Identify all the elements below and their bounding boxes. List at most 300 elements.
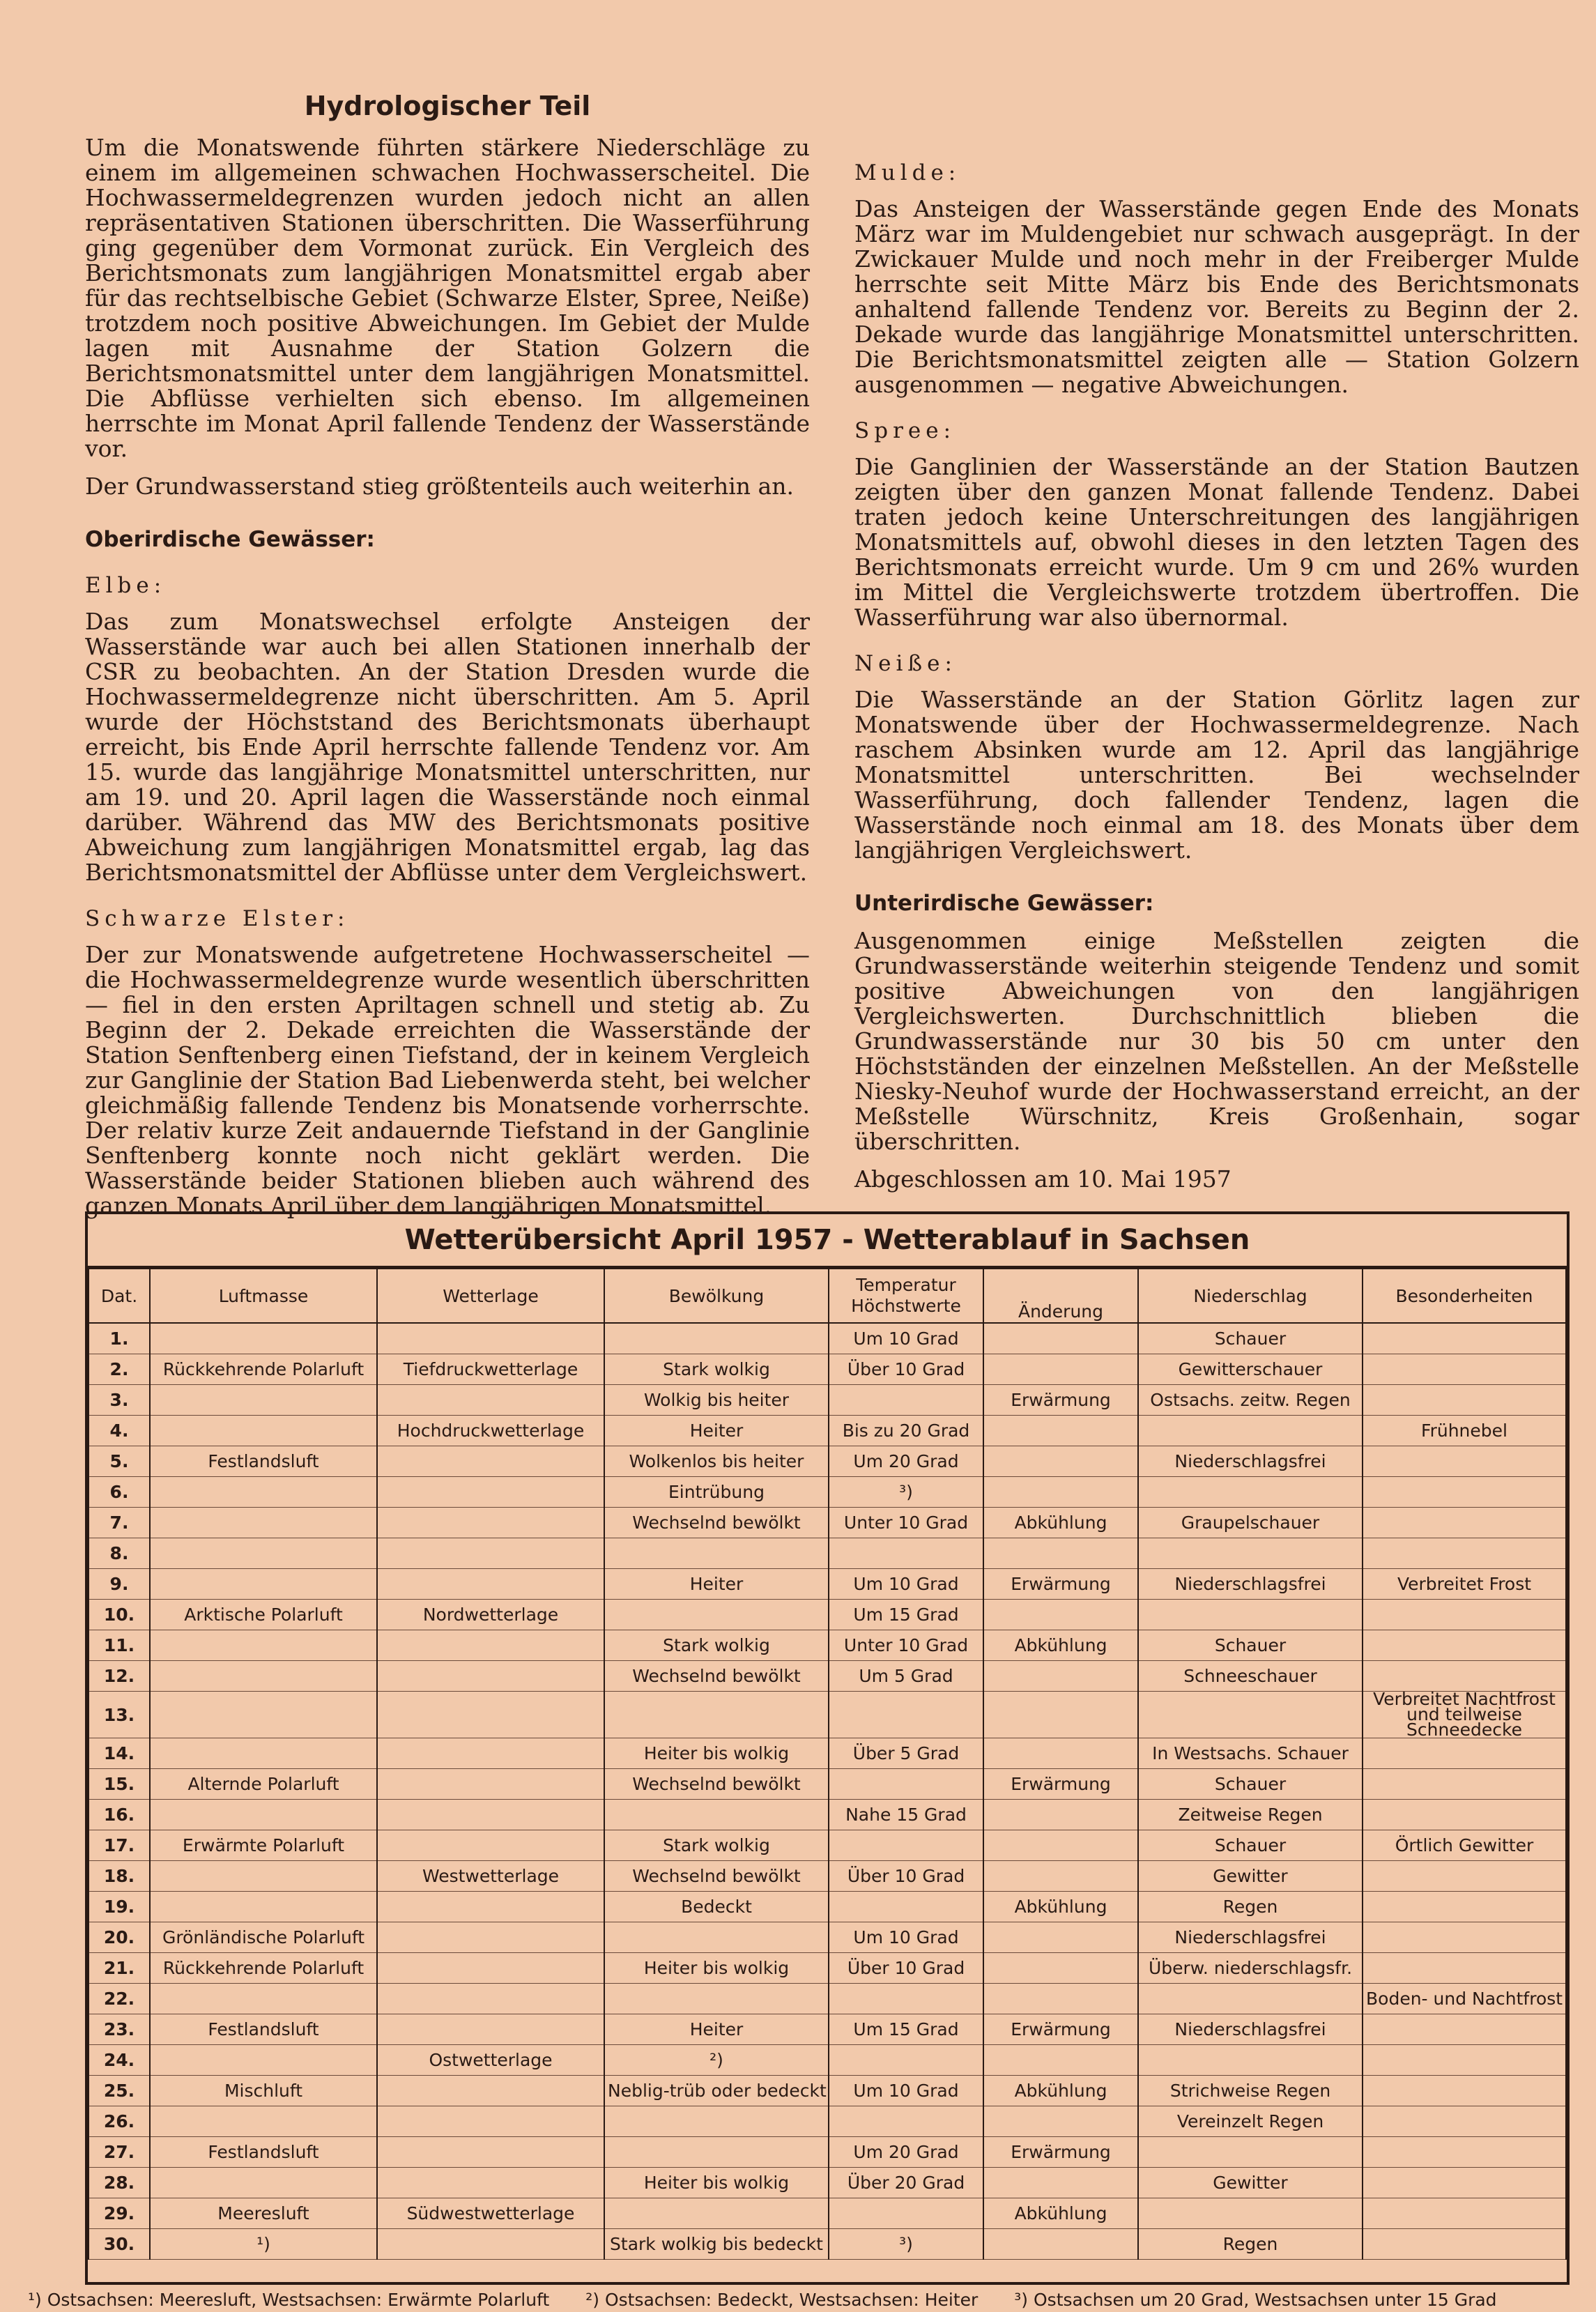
cell-hoechst: Über 10 Grad [829, 1953, 983, 1984]
cell-besonderheiten [1363, 1630, 1566, 1661]
article-title: Hydrologischer Teil [304, 91, 591, 121]
cell-dat: 11. [89, 1630, 150, 1661]
table-row [89, 1354, 1566, 1385]
cell-besonderheiten [1363, 1769, 1566, 1800]
cell-niederschlag [1138, 1477, 1363, 1508]
cell-luftmasse: Erwärmte Polarluft [150, 1830, 377, 1861]
cell-wetterlage [377, 1692, 604, 1738]
groundwater-summary: Der Grundwasserstand stieg größtenteils auch weiterhin an. [85, 473, 794, 500]
cell-wetterlage [377, 1385, 604, 1416]
cell-wetterlage [377, 1477, 604, 1508]
spree-text: Die Ganglinien der Wasserstände an der Station Bautzen zeigten über den ganzen Monat fallende Tendenz. Dabei traten jedoch keine Unterschreitungen des langjährigen Monatsmittels auf, obwohl dieses in den letzten Tagen des Berichtsmonats erreicht wurde. Um 9 cm und 26% wurden im Mittel die Vergleichswerte trotzdem übertroffen. Die Wasserführung war also übernormal. [854, 453, 1579, 631]
cell-hoechst [829, 1385, 983, 1416]
cell-aenderung: Erwärmung [983, 1569, 1138, 1600]
cell-niederschlag: Strichweise Regen [1138, 2076, 1363, 2106]
cell-aenderung [983, 1692, 1138, 1738]
cell-luftmasse [150, 1508, 377, 1538]
cell-niederschlag: Schneeschauer [1138, 1661, 1363, 1692]
cell-dat: 10. [89, 1600, 150, 1630]
cell-niederschlag: Graupelschauer [1138, 1508, 1363, 1538]
cell-besonderheiten [1363, 1600, 1566, 1630]
cell-luftmasse [150, 1538, 377, 1569]
cell-wetterlage [377, 1446, 604, 1477]
cell-luftmasse [150, 1385, 377, 1416]
cell-niederschlag: Schauer [1138, 1830, 1363, 1861]
cell-besonderheiten [1363, 1738, 1566, 1769]
cell-wetterlage [377, 1953, 604, 1984]
cell-aenderung: Abkühlung [983, 2198, 1138, 2229]
groundwater-heading: Unterirdische Gewässer: [854, 891, 1154, 916]
cell-wetterlage [377, 1569, 604, 1600]
weather-table [88, 1268, 1567, 2260]
cell-wetterlage [377, 1738, 604, 1769]
cell-niederschlag: Schauer [1138, 1323, 1363, 1354]
footnotes [28, 2290, 1582, 2310]
table-row [89, 1538, 1566, 1569]
cell-aenderung: Erwärmung [983, 2137, 1138, 2168]
cell-wetterlage [377, 2076, 604, 2106]
cell-wetterlage [377, 2137, 604, 2168]
cell-wetterlage: Südwestwetterlage [377, 2198, 604, 2229]
col-header-besonderheiten: Besonderheiten [1363, 1269, 1566, 1323]
closing-date: Abgeschlossen am 10. Mai 1957 [854, 1165, 1231, 1193]
cell-luftmasse: Festlandsluft [150, 2014, 377, 2045]
cell-hoechst: Nahe 15 Grad [829, 1800, 983, 1830]
table-row [89, 1600, 1566, 1630]
cell-dat: 12. [89, 1661, 150, 1692]
cell-bewoelkung: Bedeckt [604, 1892, 829, 1922]
cell-besonderheiten [1363, 2137, 1566, 2168]
cell-besonderheiten: Verbreitet Frost [1363, 1569, 1566, 1600]
cell-luftmasse: Festlandsluft [150, 2137, 377, 2168]
cell-hoechst: Unter 10 Grad [829, 1508, 983, 1538]
cell-bewoelkung: ²) [604, 2045, 829, 2076]
table-row [89, 1385, 1566, 1416]
right-column [854, 91, 1579, 1204]
cell-bewoelkung [604, 2198, 829, 2229]
cell-besonderheiten [1363, 1953, 1566, 1984]
cell-dat: 20. [89, 1922, 150, 1953]
cell-luftmasse [150, 2106, 377, 2137]
cell-niederschlag: Niederschlagsfrei [1138, 1922, 1363, 1953]
cell-aenderung: Abkühlung [983, 1630, 1138, 1661]
table-row [89, 1953, 1566, 1984]
cell-wetterlage [377, 1922, 604, 1953]
cell-luftmasse: Mischluft [150, 2076, 377, 2106]
table-row [89, 1416, 1566, 1446]
cell-besonderheiten [1363, 1892, 1566, 1922]
cell-dat: 8. [89, 1538, 150, 1569]
cell-hoechst: Unter 10 Grad [829, 1630, 983, 1661]
cell-aenderung [983, 1738, 1138, 1769]
cell-luftmasse [150, 1416, 377, 1446]
cell-niederschlag: Niederschlagsfrei [1138, 2014, 1363, 2045]
left-column [85, 84, 810, 1231]
cell-bewoelkung: Wolkenlos bis heiter [604, 1446, 829, 1477]
groundwater-text: Ausgenommen einige Meßstellen zeigten die Grundwasserstände weiterhin steigende Tendenz und somit positive Abweichungen von den langjährigen Vergleichswerten. Durchschnittlich blieben die Grundwasserstände nur 30 bis 50 cm unter den Höchstständen der einzelnen Meßstellen. An der Meßstelle Niesky-Neuhof wurde der Hochwasserstand erreicht, an der Meßstelle Würschnitz, Kreis Großenhain, sogar überschritten. [854, 927, 1579, 1155]
cell-luftmasse [150, 2045, 377, 2076]
cell-bewoelkung: Stark wolkig [604, 1630, 829, 1661]
cell-bewoelkung: Eintrübung [604, 1477, 829, 1508]
col-header-bewoelkung: Bewölkung [604, 1269, 829, 1323]
cell-hoechst [829, 2198, 983, 2229]
cell-hoechst [829, 1984, 983, 2014]
cell-aenderung [983, 1830, 1138, 1861]
cell-niederschlag: In Westsachs. Schauer [1138, 1738, 1363, 1769]
cell-bewoelkung [604, 1538, 829, 1569]
cell-aenderung [983, 1600, 1138, 1630]
table-row [89, 1922, 1566, 1953]
cell-dat: 2. [89, 1354, 150, 1385]
cell-hoechst: Um 15 Grad [829, 1600, 983, 1630]
cell-luftmasse [150, 1569, 377, 1600]
cell-dat: 22. [89, 1984, 150, 2014]
cell-dat: 16. [89, 1800, 150, 1830]
col-header-temperatur: Temperatur [856, 1275, 956, 1295]
cell-aenderung [983, 2106, 1138, 2137]
cell-wetterlage [377, 1769, 604, 1800]
cell-luftmasse: Arktische Polarluft [150, 1600, 377, 1630]
elbe-heading: Elbe: [85, 573, 167, 598]
cell-besonderheiten [1363, 1323, 1566, 1354]
cell-dat: 14. [89, 1738, 150, 1769]
cell-bewoelkung: Heiter bis wolkig [604, 1738, 829, 1769]
cell-wetterlage [377, 1508, 604, 1538]
cell-aenderung [983, 2045, 1138, 2076]
cell-dat: 18. [89, 1861, 150, 1892]
cell-aenderung [983, 1323, 1138, 1354]
cell-niederschlag [1138, 1984, 1363, 2014]
cell-luftmasse [150, 1323, 377, 1354]
cell-luftmasse [150, 1861, 377, 1892]
table-row [89, 1769, 1566, 1800]
cell-hoechst: Um 10 Grad [829, 1922, 983, 1953]
cell-aenderung [983, 2168, 1138, 2198]
cell-aenderung: Erwärmung [983, 1385, 1138, 1416]
cell-besonderheiten [1363, 2045, 1566, 2076]
cell-hoechst [829, 1892, 983, 1922]
cell-aenderung [983, 1800, 1138, 1830]
cell-bewoelkung: Heiter [604, 1569, 829, 1600]
cell-bewoelkung: Heiter bis wolkig [604, 1953, 829, 1984]
cell-bewoelkung [604, 1800, 829, 1830]
cell-niederschlag [1138, 1416, 1363, 1446]
cell-wetterlage [377, 1538, 604, 1569]
cell-besonderheiten [1363, 2229, 1566, 2260]
cell-besonderheiten: Frühnebel [1363, 1416, 1566, 1446]
table-row [89, 2137, 1566, 2168]
cell-besonderheiten [1363, 1538, 1566, 1569]
table-row [89, 1323, 1566, 1354]
cell-bewoelkung: Wechselnd bewölkt [604, 1508, 829, 1538]
col-header-luftmasse: Luftmasse [150, 1269, 377, 1323]
cell-luftmasse: Grönländische Polarluft [150, 1922, 377, 1953]
cell-bewoelkung: Stark wolkig bis bedeckt [604, 2229, 829, 2260]
cell-aenderung [983, 1661, 1138, 1692]
cell-niederschlag [1138, 2045, 1363, 2076]
cell-wetterlage: Hochdruckwetterlage [377, 1416, 604, 1446]
cell-bewoelkung: Wolkig bis heiter [604, 1385, 829, 1416]
table-row [89, 1984, 1566, 2014]
cell-hoechst: Um 10 Grad [829, 2076, 983, 2106]
table-row [89, 1830, 1566, 1861]
cell-niederschlag: Niederschlagsfrei [1138, 1446, 1363, 1477]
col-header-hoechstwerte: Temperatur Höchstwerte [829, 1269, 983, 1323]
cell-hoechst: Um 10 Grad [829, 1323, 983, 1354]
cell-besonderheiten [1363, 1661, 1566, 1692]
cell-hoechst [829, 1538, 983, 1569]
cell-bewoelkung: Heiter bis wolkig [604, 2168, 829, 2198]
cell-luftmasse: Alternde Polarluft [150, 1769, 377, 1800]
cell-wetterlage: Ostwetterlage [377, 2045, 604, 2076]
cell-dat: 26. [89, 2106, 150, 2137]
table-row [89, 2106, 1566, 2137]
table-row [89, 2045, 1566, 2076]
cell-wetterlage [377, 2229, 604, 2260]
cell-aenderung [983, 1354, 1138, 1385]
cell-hoechst: Über 10 Grad [829, 1354, 983, 1385]
cell-bewoelkung [604, 2106, 829, 2137]
cell-luftmasse: Rückkehrende Polarluft [150, 1953, 377, 1984]
weather-table-title: Wetterübersicht April 1957 - Wetterablauf in Sachsen [88, 1214, 1567, 1268]
cell-hoechst [829, 2106, 983, 2137]
cell-aenderung [983, 1538, 1138, 1569]
cell-dat: 28. [89, 2168, 150, 2198]
cell-hoechst: ³) [829, 2229, 983, 2260]
col-header-wetterlage: Wetterlage [377, 1269, 604, 1323]
cell-niederschlag [1138, 1538, 1363, 1569]
cell-wetterlage [377, 1984, 604, 2014]
cell-dat: 24. [89, 2045, 150, 2076]
spree-heading: Spree: [854, 418, 956, 443]
cell-dat: 19. [89, 1892, 150, 1922]
cell-niederschlag: Gewitter [1138, 2168, 1363, 2198]
elbe-text: Das zum Monatswechsel erfolgte Ansteigen der Wasserstände war auch bei allen Stationen innerhalb der CSR zu beobachten. An der Station Dresden wurde die Hochwassermeldegrenze nicht überschritten. Am 5. April wurde der Höchststand des Berichtsmonats überhaupt erreicht, bis Ende April herrschte fallende Tendenz vor. Am 15. wurde das langjährige Monatsmittel unterschritten, nur am 19. und 20. April lagen die Wasserstände noch einmal darüber. Während das MW des Berichtsmonats positive Abweichung zum langjährigen Monatsmittel ergab, lag das Berichtsmonatsmittel der Abflüsse unter dem Vergleichswert. [85, 608, 810, 886]
cell-dat: 7. [89, 1508, 150, 1538]
cell-wetterlage: Tiefdruckwetterlage [377, 1354, 604, 1385]
cell-hoechst: Um 5 Grad [829, 1661, 983, 1692]
cell-niederschlag: Ostsachs. zeitw. Regen [1138, 1385, 1363, 1416]
footnote-3: ³) Ostsachsen um 20 Grad, Westsachsen unter 15 Grad [1014, 2290, 1497, 2310]
cell-hoechst: Über 10 Grad [829, 1861, 983, 1892]
cell-besonderheiten [1363, 2198, 1566, 2229]
table-row [89, 1661, 1566, 1692]
neisse-heading: Neiße: [854, 651, 957, 676]
cell-niederschlag: Gewitter [1138, 1861, 1363, 1892]
cell-niederschlag: Niederschlagsfrei [1138, 1569, 1363, 1600]
table-row [89, 1508, 1566, 1538]
table-row [89, 2076, 1566, 2106]
mulde-text: Das Ansteigen der Wasserstände gegen Ende des Monats März war im Muldengebiet nur schwach ausgeprägt. In der Zwickauer Mulde und noch mehr in der Freiberger Mulde herrschte seit Mitte März bis Ende des Berichtsmonats anhaltend fallende Tendenz vor. Bereits zu Beginn der 2. Dekade wurde das langjährige Monatsmittel unterschritten. Die Berichtsmonatsmittel zeigten alle — Station Golzern ausgenommen — negative Abweichungen. [854, 195, 1579, 398]
cell-aenderung [983, 1446, 1138, 1477]
cell-luftmasse: Meeresluft [150, 2198, 377, 2229]
cell-luftmasse [150, 1477, 377, 1508]
cell-niederschlag [1138, 2198, 1363, 2229]
table-row [89, 1569, 1566, 1600]
table-row [89, 1738, 1566, 1769]
cell-niederschlag [1138, 1692, 1363, 1738]
intro-paragraph: Um die Monatswende führten stärkere Niederschläge zu einem im allgemeinen schwachen Hochwasserscheitel. Die Hochwassermeldegrenzen wurden jedoch nicht an allen repräsentativen Stationen überschritten. Die Wasserführung ging gegenüber dem Vormonat zurück. Ein Vergleich des Berichtsmonats zum langjährigen Monatsmittel ergab aber für das rechtselbische Gebiet (Schwarze Elster, Spree, Neiße) trotzdem noch positive Abweichungen. Im Gebiet der Mulde lagen mit Ausnahme der Station Golzern die Berichtsmonatsmittel unter dem langjährigen Monatsmittel. Die Abflüsse verhielten sich ebenso. Im allgemeinen herrschte im Monat April fallende Tendenz der Wasserstände vor. [85, 134, 810, 462]
table-row [89, 1692, 1566, 1738]
table-row [89, 1446, 1566, 1477]
cell-dat: 3. [89, 1385, 150, 1416]
cell-dat: 4. [89, 1416, 150, 1446]
cell-dat: 27. [89, 2137, 150, 2168]
cell-bewoelkung [604, 1600, 829, 1630]
surface-waters-heading: Oberirdische Gewässer: [85, 527, 375, 552]
cell-hoechst [829, 2045, 983, 2076]
cell-bewoelkung [604, 2137, 829, 2168]
cell-dat: 30. [89, 2229, 150, 2260]
cell-besonderheiten: Boden- und Nachtfrost [1363, 1984, 1566, 2014]
cell-niederschlag: Schauer [1138, 1630, 1363, 1661]
cell-aenderung: Erwärmung [983, 2014, 1138, 2045]
cell-luftmasse [150, 1984, 377, 2014]
table-row [89, 1477, 1566, 1508]
table-row [89, 1861, 1566, 1892]
cell-bewoelkung: Wechselnd bewölkt [604, 1769, 829, 1800]
cell-bewoelkung: Heiter [604, 2014, 829, 2045]
cell-luftmasse [150, 1661, 377, 1692]
cell-besonderheiten [1363, 1800, 1566, 1830]
neisse-text: Die Wasserstände an der Station Görlitz lagen zur Monatswende über der Hochwassermeldegrenze. Nach raschem Absinken wurde am 12. April das langjährige Monatsmittel unterschritten. Bei wechselnder Wasserführung, doch fallender Tendenz, lagen die Wasserstände noch einmal am 18. des Monats über dem langjährigen Vergleichswert. [854, 686, 1579, 864]
cell-bewoelkung: Wechselnd bewölkt [604, 1661, 829, 1692]
cell-wetterlage [377, 2014, 604, 2045]
mulde-heading: Mulde: [854, 160, 961, 185]
cell-aenderung [983, 1922, 1138, 1953]
cell-besonderheiten [1363, 1508, 1566, 1538]
cell-aenderung: Abkühlung [983, 1508, 1138, 1538]
cell-bewoelkung [604, 1323, 829, 1354]
cell-besonderheiten: Örtlich Gewitter [1363, 1830, 1566, 1861]
cell-hoechst: Bis zu 20 Grad [829, 1416, 983, 1446]
cell-dat: 5. [89, 1446, 150, 1477]
cell-hoechst: ³) [829, 1477, 983, 1508]
col-header-dat: Dat. [89, 1269, 150, 1323]
table-row [89, 1800, 1566, 1830]
cell-luftmasse [150, 1738, 377, 1769]
schwarze-elster-text: Der zur Monatswende aufgetretene Hochwasserscheitel — die Hochwassermeldegrenze wurde wesentlich überschritten — fiel in den ersten Apriltagen schnell und stetig ab. Zu Beginn der 2. Dekade erreichten die Wasserstände der Station Senftenberg einen Tiefstand, der in keinem Vergleich zur Ganglinie der Station Bad Liebenwerda steht, bei welcher gleichmäßig fallende Tendenz bis Monatsende vorherrschte. Der relativ kurze Zeit andauernde Tiefstand in der Ganglinie Senftenberg konnte noch nicht geklärt werden. Die Wasserstände beider Stationen blieben auch während des ganzen Monats April über dem langjährigen Monatsmittel. [85, 941, 810, 1219]
cell-besonderheiten [1363, 1922, 1566, 1953]
cell-aenderung [983, 1984, 1138, 2014]
cell-besonderheiten [1363, 2106, 1566, 2137]
cell-aenderung [983, 1477, 1138, 1508]
cell-besonderheiten [1363, 1385, 1566, 1416]
cell-besonderheiten [1363, 1861, 1566, 1892]
cell-wetterlage [377, 1661, 604, 1692]
cell-dat: 13. [89, 1692, 150, 1738]
cell-besonderheiten [1363, 2168, 1566, 2198]
cell-aenderung [983, 1953, 1138, 1984]
cell-wetterlage [377, 1630, 604, 1661]
cell-besonderheiten [1363, 1354, 1566, 1385]
cell-hoechst: Um 10 Grad [829, 1569, 983, 1600]
cell-luftmasse [150, 1892, 377, 1922]
cell-niederschlag: Überw. niederschlagsfr. [1138, 1953, 1363, 1984]
cell-hoechst [829, 1692, 983, 1738]
cell-wetterlage [377, 1892, 604, 1922]
cell-dat: 25. [89, 2076, 150, 2106]
cell-luftmasse: ¹) [150, 2229, 377, 2260]
cell-luftmasse [150, 1692, 377, 1738]
cell-wetterlage [377, 1323, 604, 1354]
cell-wetterlage [377, 1830, 604, 1861]
cell-besonderheiten [1363, 2076, 1566, 2106]
cell-hoechst: Über 20 Grad [829, 2168, 983, 2198]
col-header-aenderung: Änderung [983, 1269, 1138, 1323]
cell-aenderung: Erwärmung [983, 1769, 1138, 1800]
cell-bewoelkung [604, 1922, 829, 1953]
cell-niederschlag: Vereinzelt Regen [1138, 2106, 1363, 2137]
cell-bewoelkung: Heiter [604, 1416, 829, 1446]
weather-table-header [89, 1269, 1566, 1323]
cell-besonderheiten: Verbreitet Nachtfrost und teilweise Schneedecke [1363, 1692, 1566, 1738]
cell-dat: 17. [89, 1830, 150, 1861]
cell-bewoelkung [604, 1692, 829, 1738]
footnote-2: ²) Ostsachsen: Bedeckt, Westsachsen: Heiter [585, 2290, 979, 2310]
cell-besonderheiten [1363, 1446, 1566, 1477]
cell-aenderung: Abkühlung [983, 1892, 1138, 1922]
cell-dat: 9. [89, 1569, 150, 1600]
cell-niederschlag [1138, 1600, 1363, 1630]
cell-niederschlag: Gewitterschauer [1138, 1354, 1363, 1385]
cell-niederschlag: Regen [1138, 2229, 1363, 2260]
cell-bewoelkung: Neblig-trüb oder bedeckt [604, 2076, 829, 2106]
cell-hoechst: Über 5 Grad [829, 1738, 983, 1769]
cell-luftmasse [150, 2168, 377, 2198]
cell-niederschlag: Schauer [1138, 1769, 1363, 1800]
cell-dat: 23. [89, 2014, 150, 2045]
table-row [89, 1892, 1566, 1922]
table-row [89, 2168, 1566, 2198]
cell-luftmasse [150, 1800, 377, 1830]
cell-wetterlage: Westwetterlage [377, 1861, 604, 1892]
col-header-niederschlag: Niederschlag [1138, 1269, 1363, 1323]
cell-bewoelkung: Stark wolkig [604, 1830, 829, 1861]
cell-bewoelkung: Wechselnd bewölkt [604, 1861, 829, 1892]
cell-luftmasse: Rückkehrende Polarluft [150, 1354, 377, 1385]
cell-hoechst [829, 1830, 983, 1861]
footnote-1: ¹) Ostsachsen: Meeresluft, Westsachsen: Erwärmte Polarluft [28, 2290, 550, 2310]
cell-niederschlag [1138, 2137, 1363, 2168]
table-row [89, 2229, 1566, 2260]
weather-overview-table [85, 1211, 1570, 2285]
cell-niederschlag: Regen [1138, 1892, 1363, 1922]
table-row [89, 1630, 1566, 1661]
cell-hoechst: Um 20 Grad [829, 2137, 983, 2168]
cell-wetterlage [377, 2106, 604, 2137]
cell-hoechst: Um 20 Grad [829, 1446, 983, 1477]
cell-bewoelkung [604, 1984, 829, 2014]
cell-aenderung [983, 2229, 1138, 2260]
cell-hoechst: Um 15 Grad [829, 2014, 983, 2045]
cell-dat: 29. [89, 2198, 150, 2229]
cell-dat: 1. [89, 1323, 150, 1354]
cell-aenderung [983, 1416, 1138, 1446]
cell-besonderheiten [1363, 2014, 1566, 2045]
cell-aenderung: Abkühlung [983, 2076, 1138, 2106]
cell-dat: 6. [89, 1477, 150, 1508]
schwarze-elster-heading: Schwarze Elster: [85, 906, 350, 931]
cell-wetterlage [377, 2168, 604, 2198]
cell-luftmasse [150, 1630, 377, 1661]
table-row [89, 2198, 1566, 2229]
cell-wetterlage [377, 1800, 604, 1830]
table-row [89, 2014, 1566, 2045]
cell-dat: 21. [89, 1953, 150, 1984]
cell-bewoelkung: Stark wolkig [604, 1354, 829, 1385]
cell-luftmasse: Festlandsluft [150, 1446, 377, 1477]
